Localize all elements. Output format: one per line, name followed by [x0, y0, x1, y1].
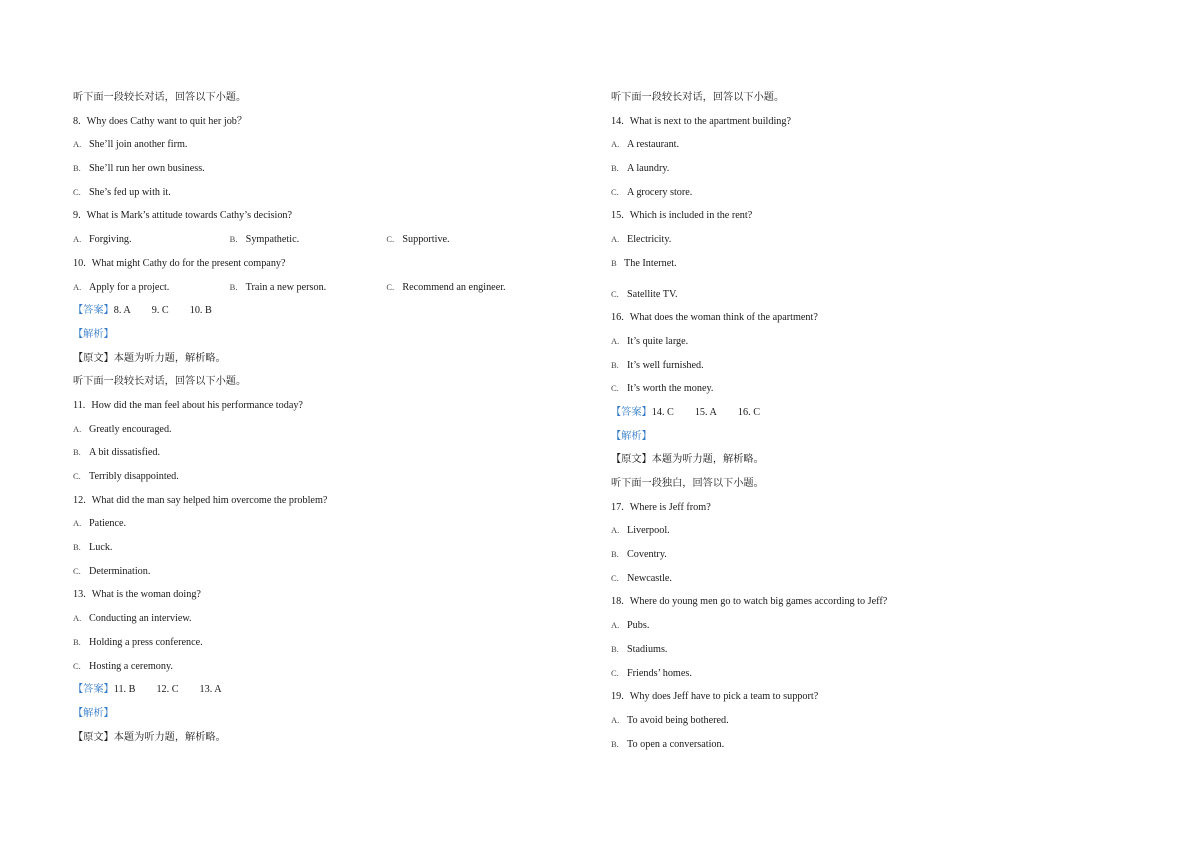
option-letter: B. — [73, 163, 81, 174]
question-text: What might Cathy do for the present company? — [91, 257, 286, 269]
option-9a — [73, 230, 230, 254]
options-10 — [73, 278, 543, 302]
option-8b — [73, 159, 543, 183]
option-text: Supportive. — [402, 234, 450, 246]
option-9c — [386, 230, 543, 254]
option-12a — [73, 514, 543, 538]
option-text: It’s worth the money. — [627, 383, 714, 395]
question-15 — [611, 206, 1081, 230]
option-text: A bit dissatisfied. — [89, 447, 161, 459]
section-intro: 听下面一段较长对话，回答以下小题。 — [611, 92, 785, 103]
section-intro: 听下面一段较长对话，回答以下小题。 — [73, 376, 247, 388]
option-letter: A. — [611, 139, 620, 150]
analysis-heading: 【解析】 — [73, 328, 114, 340]
option-text: Newcastle. — [627, 572, 672, 584]
option-10c — [386, 278, 543, 302]
options-9 — [73, 230, 543, 254]
option-17c — [611, 569, 1081, 593]
question-text: What is next to the apartment building? — [629, 115, 791, 127]
option-19b — [611, 735, 1081, 759]
option-text: Determination. — [89, 565, 151, 577]
option-text: Satellite TV. — [627, 288, 678, 300]
option-letter: B. — [611, 643, 619, 654]
answer-tag: 【答案】 — [611, 406, 652, 418]
answer-line — [611, 403, 1081, 427]
option-text: She’s fed up with it. — [89, 186, 171, 198]
question-text: Which is included in the rent? — [629, 210, 753, 222]
option-12b — [73, 538, 543, 562]
option-15c — [611, 285, 1081, 309]
question-text: What does the woman think of the apartment? — [629, 312, 818, 324]
option-letter: B. — [73, 542, 81, 553]
option-13c — [73, 657, 543, 681]
option-14b — [611, 159, 1081, 183]
option-letter: B — [611, 257, 617, 268]
option-letter: C. — [611, 186, 619, 197]
option-letter: B. — [611, 549, 619, 560]
option-18c — [611, 664, 1081, 688]
option-letter: B. — [611, 738, 619, 749]
option-text: Recommend an engineer. — [402, 281, 506, 293]
original-text-line — [73, 728, 543, 752]
original-text-line — [611, 450, 1081, 474]
question-18 — [611, 592, 1081, 616]
option-text: Liverpool. — [627, 525, 670, 537]
option-13a — [73, 609, 543, 633]
option-15b — [611, 254, 1081, 278]
option-16c — [611, 379, 1081, 403]
option-text: Forgiving. — [89, 234, 132, 246]
question-9 — [73, 206, 543, 230]
option-letter: B. — [229, 281, 238, 292]
answer-item: 14. C — [651, 406, 674, 418]
option-text: To open a conversation. — [627, 738, 725, 750]
option-text: Terribly disappointed. — [89, 471, 179, 482]
answer-item: 8. A — [113, 305, 131, 317]
option-text: She’ll run her own business. — [89, 163, 205, 175]
option-letter: A. — [73, 139, 82, 150]
question-14 — [611, 112, 1081, 136]
option-11a — [73, 420, 543, 444]
option-text: Apply for a project. — [89, 281, 170, 293]
option-8a — [73, 135, 543, 159]
option-12c — [73, 562, 543, 586]
option-text: Sympathetic. — [245, 234, 300, 246]
left-column — [73, 88, 543, 751]
option-text: Holding a press conference. — [89, 636, 203, 648]
option-9b — [230, 230, 387, 254]
question-number: 11. — [73, 399, 86, 411]
option-16a — [611, 332, 1081, 356]
answer-item: 9. C — [151, 305, 169, 317]
question-text: How did the man feel about his performance today? — [91, 399, 303, 411]
question-number: 14. — [611, 115, 624, 127]
option-letter: A. — [73, 281, 82, 292]
question-13 — [73, 585, 543, 609]
question-19 — [611, 687, 1081, 711]
option-text: Luck. — [89, 542, 113, 554]
option-text: It’s well furnished. — [627, 359, 704, 371]
option-17b — [611, 545, 1081, 569]
option-text: Greatly encouraged. — [89, 423, 172, 435]
question-number: 19. — [611, 691, 624, 703]
answer-item: 15. A — [694, 406, 717, 418]
option-text: Conducting an interview. — [89, 613, 192, 625]
option-letter: C. — [73, 471, 81, 481]
option-letter: C. — [386, 234, 395, 245]
option-14a — [611, 135, 1081, 159]
option-letter: C. — [386, 281, 395, 292]
original-tag: 【原文】 — [611, 454, 652, 466]
option-letter: C. — [611, 288, 619, 299]
option-letter: C. — [73, 565, 81, 576]
option-text: She’ll join another firm. — [89, 139, 188, 151]
option-letter: C. — [611, 572, 619, 583]
option-letter: A. — [73, 234, 82, 245]
question-text: Where do young men go to watch big games according to Jeff? — [629, 596, 888, 608]
analysis-heading: 【解析】 — [73, 707, 114, 719]
option-letter: C. — [611, 667, 619, 678]
option-text: Pubs. — [627, 620, 650, 632]
question-number: 9. — [73, 210, 81, 222]
question-number: 10. — [73, 257, 86, 269]
answer-line — [73, 680, 543, 704]
question-11 — [73, 396, 543, 420]
question-number: 13. — [73, 589, 86, 601]
answer-tag: 【答案】 — [73, 305, 114, 317]
option-11c — [73, 467, 543, 491]
answer-item: 11. B — [113, 684, 136, 696]
option-letter: A. — [73, 518, 82, 529]
option-10a — [73, 278, 230, 302]
option-11b — [73, 443, 543, 467]
option-letter: A. — [73, 423, 82, 434]
option-text: A restaurant. — [627, 139, 680, 151]
answer-item: 12. C — [156, 684, 179, 696]
option-text: Electricity. — [627, 234, 672, 246]
option-letter: B. — [611, 163, 619, 174]
question-number: 18. — [611, 596, 624, 608]
question-8 — [73, 112, 543, 136]
question-number: 8. — [73, 115, 81, 127]
question-number: 15. — [611, 210, 624, 222]
option-letter: C. — [611, 383, 619, 394]
question-12 — [73, 491, 543, 515]
section-intro: 听下面一段独白，回答以下小题。 — [611, 478, 764, 489]
question-text: Why does Jeff have to pick a team to support? — [629, 691, 819, 703]
option-letter: B. — [611, 359, 619, 370]
question-17 — [611, 498, 1081, 522]
question-text: Where is Jeff from? — [629, 501, 711, 513]
option-18b — [611, 640, 1081, 664]
answer-item: 16. C — [737, 406, 760, 418]
option-letter: C. — [73, 186, 81, 197]
question-10 — [73, 254, 543, 278]
option-text: Patience. — [89, 518, 127, 530]
option-letter: A. — [611, 335, 620, 346]
original-tag: 【原文】 — [73, 352, 114, 364]
answer-line — [73, 301, 543, 325]
answer-item: 13. A — [199, 684, 222, 696]
option-14c — [611, 183, 1081, 207]
option-8c — [73, 183, 543, 207]
question-text: What did the man say helped him overcome the problem? — [91, 494, 328, 506]
option-letter: A. — [73, 613, 82, 624]
original-tag: 【原文】 — [73, 731, 114, 743]
question-text: What is the woman doing? — [91, 589, 201, 601]
answer-tag: 【答案】 — [73, 684, 114, 696]
option-letter: B. — [73, 447, 81, 458]
analysis-heading: 【解析】 — [611, 430, 652, 442]
option-text: Train a new person. — [245, 281, 327, 293]
option-13b — [73, 633, 543, 657]
original-text: 本题为听力题，解析略。 — [113, 731, 226, 743]
option-10b — [230, 278, 387, 302]
option-letter: A. — [611, 234, 620, 245]
option-19a — [611, 711, 1081, 735]
option-text: Hosting a ceremony. — [89, 660, 173, 672]
question-16 — [611, 308, 1081, 332]
option-16b — [611, 356, 1081, 380]
option-letter: A. — [611, 620, 620, 631]
option-18a — [611, 616, 1081, 640]
option-text: Friends’ homes. — [627, 667, 692, 679]
option-text: A grocery store. — [627, 186, 693, 198]
option-text: Coventry. — [627, 549, 667, 561]
question-text: Why does Cathy want to quit her job？ — [86, 115, 248, 127]
option-15a — [611, 230, 1081, 254]
option-text: It’s quite large. — [627, 335, 689, 347]
question-number: 17. — [611, 501, 624, 513]
option-text: A laundry. — [627, 163, 670, 175]
original-text: 本题为听力题，解析略。 — [113, 352, 226, 364]
option-letter: A. — [611, 714, 620, 725]
option-letter: B. — [73, 636, 81, 647]
answer-item: 10. B — [189, 305, 212, 317]
option-letter: A. — [611, 525, 620, 536]
option-text: Stadiums. — [627, 643, 668, 655]
right-column — [611, 88, 1081, 758]
question-number: 16. — [611, 312, 624, 324]
original-text-line — [73, 349, 543, 373]
original-text: 本题为听力题，解析略。 — [651, 454, 764, 466]
option-text: To avoid being bothered. — [627, 714, 729, 726]
option-letter: C. — [73, 660, 81, 671]
question-number: 12. — [73, 494, 86, 506]
section-intro: 听下面一段较长对话，回答以下小题。 — [73, 92, 247, 103]
question-text: What is Mark’s attitude towards Cathy’s decision? — [86, 210, 293, 222]
option-17a — [611, 521, 1081, 545]
option-text: The Internet. — [624, 257, 677, 269]
option-letter: B. — [229, 234, 238, 245]
